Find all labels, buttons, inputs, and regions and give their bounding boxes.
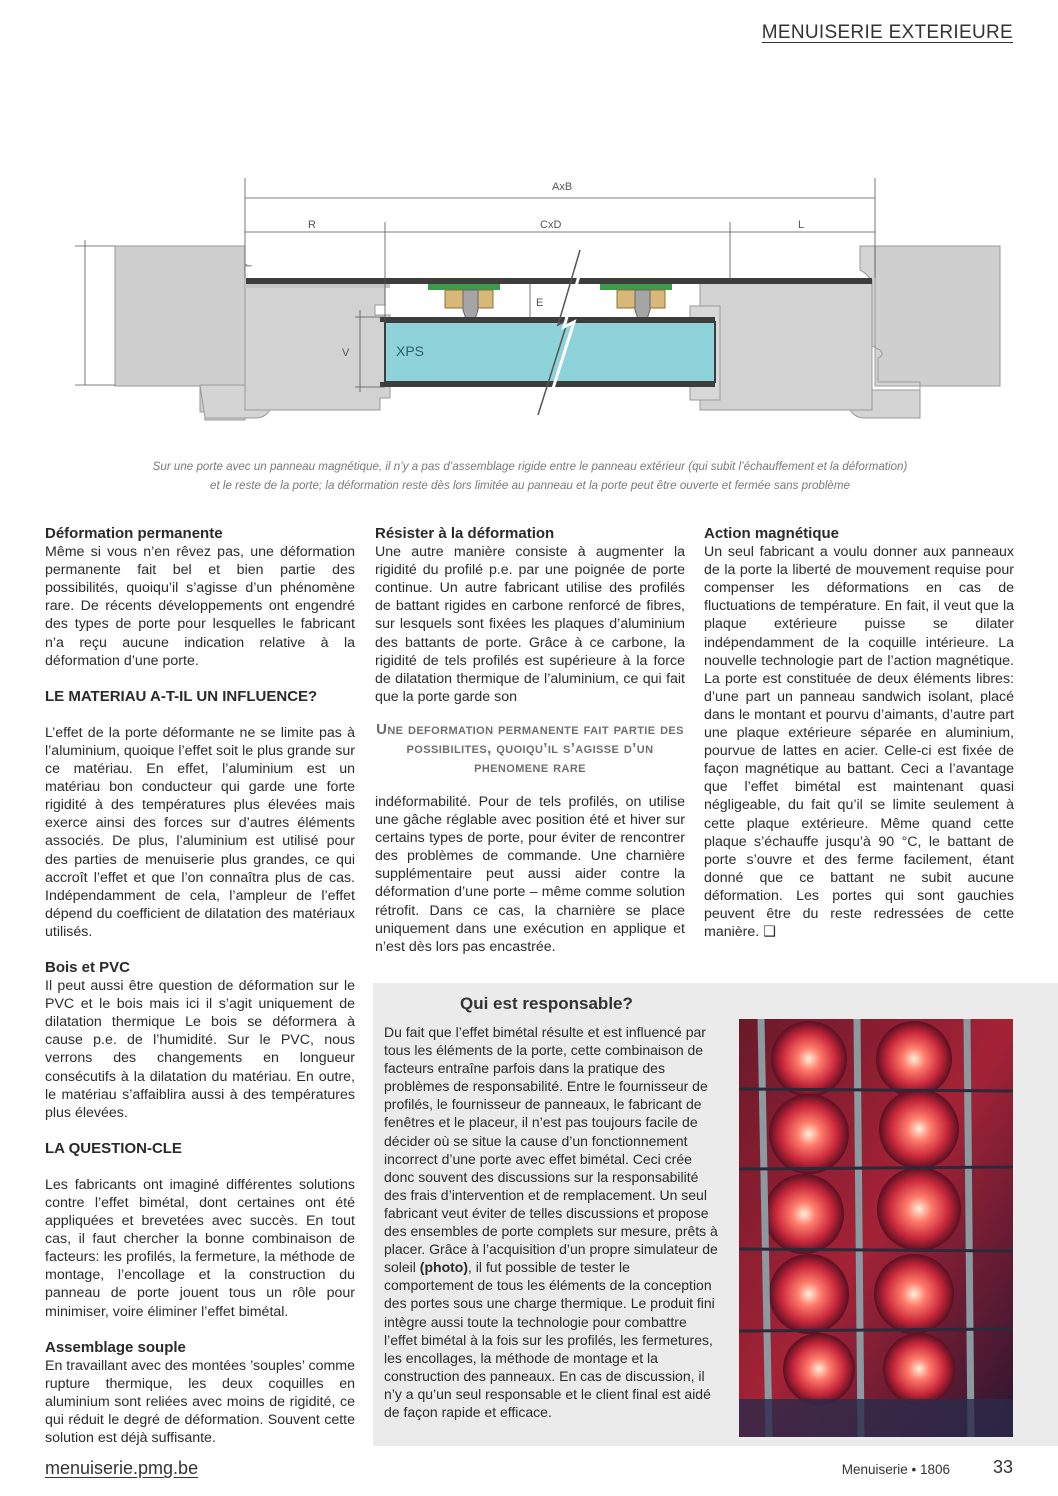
dim-r: R [308,219,316,231]
column-left [45,525,355,1447]
end-mark: ❑ [763,924,776,941]
photo-reference: (photo) [419,1259,468,1276]
paragraph: Même si vous n’en rêvez pas, une déformation permanente fait bel et bien partie des possibilités, quoiqu’il s’agisse d’un phénomène rare. De récents développements ont engendré des types de porte pour lesquelles le fabricant n’a reçu aucune indication relative à la déformation d’une porte. [45,544,355,669]
footer-url[interactable]: menuiserie.pmg.be [45,1458,199,1478]
sun-simulator-photo [739,1019,1013,1437]
dim-v: V [342,347,350,359]
box-text: Du fait que l’effet bimétal résulte et est influencé par tous les éléments de la porte, cette combinaison de facteurs entraîne parfois dans la pratique des problèmes de responsabilité. Entre le fournisseur de profilés, le fournisseur de panneaux, le fabricant de fenêtres et le placeur, il n’est pas toujours facile de décider où se situe la cause d’un fonctionnement incorrect d’une porte avec effet bimétal. Ceci crée donc souvent des discussions sur la responsabilité des frais d’intervention et de remplacement. Un seul fabricant veut éviter de telles discussions et propose des ensembles de porte complets sur mesure, prêts à placer. Grâce à l’acquisition d’un propre simulateur de soleil (photo), il fut possible de tester le comportement de tous les éléments de la conception des portes sous une charge thermique. Le produit fini intègre aussi toute la technologie pour combattre l’effet bimétal à la fois sur les profilés, les fermetures, les encollages, la méthode de montage et la construction des panneaux. En cas de discussion, il n’y a qu’un seul responsable et le client final est aidé de façon rapide et efficace. [384,1024,718,1420]
subhead-resister: Résister à la déformation [375,525,555,542]
footer-magazine: Menuiserie • 1806 [841,1462,950,1477]
page-number: 33 [992,1457,1013,1477]
section-title: MENUISERIE EXTERIEURE [761,22,1013,43]
paragraph: En travaillant avec des montées ’souples’ comme rupture thermique, les deux coquilles en aluminium sont reliées avec moins de rigidité, ce qui réduit le degré de déformation. Souvent cette solution est déjà suffisante. [45,1357,355,1447]
subhead-bois-pvc: Bois et PVC [45,958,131,976]
column-middle [375,525,685,956]
dim-axb: AxB [552,181,573,193]
box-title: Qui est responsable? [460,994,633,1013]
xps-label: XPS [396,343,425,359]
dim-l: L [798,219,805,231]
subhead-question-cle: LA QUESTION-CLE [45,1139,182,1157]
paragraph: indéformabilité. Pour de tels profilés, on utilise une gâche réglable avec position été et hiver sur certains types de porte, pour éviter de rencontrer des problèmes de commande. Une charnière supplémentaire peut aussi aider contre la déformation d’une porte – même comme solution rétrofit. Dans ce cas, la charnière se place uniquement dans une exécution en applique et n’est dès lors pas encastrée. [375,793,685,955]
subhead-assemblage-souple: Assemblage souple [45,1338,186,1356]
paragraph: L’effet de la porte déformante ne se limite pas à l’aluminium, quoique l’effet soit le plus grande sur ce matériau. En effet, l’aluminium est un matériau bon conducteur qui garde une forte rigidité à des températures plus élevées mais exerce ainsi des forces sur d’autres éléments associés. De plus, l’aluminium est utilisé pour des parties de menuiserie plus grandes, ce qui accroît l’effet et que l’on connaîtra plus de cas. Indépendamment de cela, l’ampleur de l’effet dépend du coefficient de dilatation des matériaux utilisés. [45,724,355,940]
dim-cxd: CxD [540,219,562,231]
paragraph: Il peut aussi être question de déformation sur le PVC et le bois mais ici il s’agit uniquement de dilatation thermique Le bois se déformera à cause p.e. de l’humidité. Sur le PVC, nous verrons des changements en longueur consécutifs à la dilatation du matériau. En outre, le matériau s’affaiblira aussi à des températures plus élevées. [45,978,355,1121]
subhead-deformation-permanente: Déformation permanente [45,525,223,542]
pull-quote: Une deformation permanente fait partie des possibilites, quoiqu’il s’agisse d’un phenomene rare [376,720,684,776]
subhead-materiau: LE MATERIAU A-T-IL UN INFLUENCE? [45,687,318,705]
paragraph: Un seul fabricant a voulu donner aux panneaux de la porte la liberté de mouvement requise pour compenser les déformations en cas de fluctuations de température. En fait, il veut que la plaque extérieure puisse se dilater indépendamment de la coquille intérieure. La nouvelle technologie part de l’action magnétique. La porte est constituée de deux éléments libres: d’une part un panneau sandwich isolant, placé dans le montant et pourvu d’aimants, d’autre part une plaque extérieure séparée en aluminium, pourvue de lattes en acier. Celle-ci est fixée de façon magnétique au battant. Ceci a l’avantage que l’effet bimétal est maintenant quasi négligeable, du fait qu’il se limite seulement à cette plaque extérieure. Même quand cette plaque s’échauffe jusqu’à 90 °C, le battant de porte s’ouvre et des ferme facilement, étant donné que ce battant ne subit aucune déformation. Les portes qui sont gauchies peuvent être du reste redressées de cette manière. ❑ [704,544,1014,941]
paragraph: Une autre manière consiste à augmenter la rigidité du profilé p.e. par une poignée de porte continue. Un autre fabricant utilise des profilés de battant rigides en carbone renforcé de fibres, sur lesquels sont fixées les plaques d’aluminium des battants de porte. Grâce à ce carbone, la rigidité de tels profilés est supérieure à la force de dilatation thermique de l’aluminium, ce qui fait que la porte garde son [375,544,685,705]
paragraph: Les fabricants ont imaginé différentes solutions contre l’effet bimétal, dont certaines ont été appliquées et brevetées avec succès. En tout cas, il faut chercher la bonne combinaison de facteurs: les profilés, la fermeture, la méthode de montage, l’encollage et la construction du panneau de porte jouent tous un rôle pour minimiser, voire éliminer l’effet bimétal. [45,1176,355,1320]
dim-e: E [536,297,544,309]
door-section-diagram [60,160,1020,430]
figure-caption: Sur une porte avec un panneau magnétique, il n’y a pas d’assemblage rigide entre le panneau extérieur (qui subit l’échauffement et la déformation) et le reste de la porte; la déformation reste dès lors limitée au panneau et la porte peut être ouverte et fermée sans problème [152,460,908,492]
column-right [704,525,1014,941]
subhead-action-magnetique: Action magnétique [704,525,840,542]
